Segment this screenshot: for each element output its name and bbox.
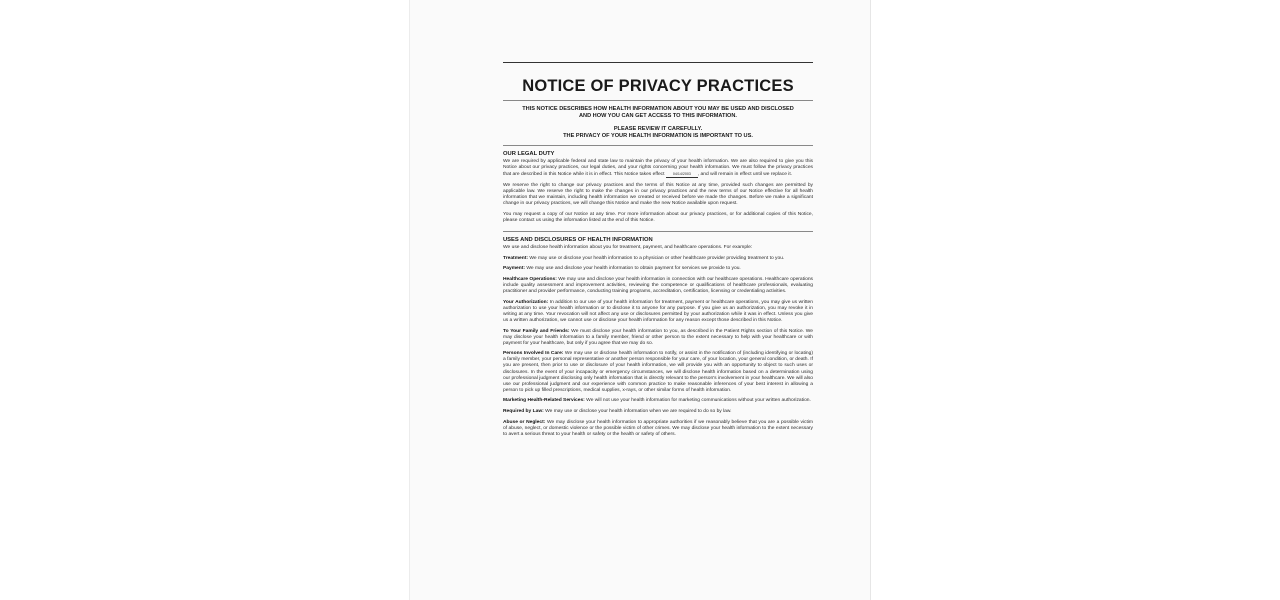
item-text: We may use or disclose health information to notify, or assist in the notification of (including identifying or locating) a family member, your personal representative or another person responsible for your care, of your location, your general condition, or death. If you are present, then prior to use or disclosure of your health information, we will provide you with an opportunity to object to such uses or disclosures. In the event of your incapacity or emergency circumstances, we will disclose health information based on a determination using our professional judgment disclosing only health information that is directly relevant to the person's involvement in your healthcare. We will also use our professional judgment and our experience with common practice to make reasonable inferences of your best interest in allowing a person to pick up filled prescriptions, medical supplies, x-rays, or other similar forms of health information. — [503, 351, 813, 393]
item-text: We will not use your health information for marketing communications without your written authorization. — [584, 398, 811, 404]
uses-item-marketing — [503, 398, 813, 404]
section-rule-1 — [503, 145, 813, 146]
legal-duty-paragraph-2: We reserve the right to change our privacy practices and the terms of this Notice at any time, provided such changes are permitted by applicable law. We reserve the right to make the changes in our privacy practices and the new terms of our Notice effective for all health information that we maintain, including health information we created or received before we made the changes. Before we make a significant change in our privacy practices, we will change this Notice and make the new Notice available upon request. — [503, 182, 813, 206]
item-text: We may use or disclose your health information to a physician or other healthcare provider providing treatment to you. — [528, 255, 785, 261]
notice-content — [503, 62, 813, 442]
item-text: We may use and disclose your health information to obtain payment for services we provide to you. — [525, 266, 741, 272]
legal-duty-paragraph-3: You may request a copy of our Notice at any time. For more information about our privacy practices, or for additional copies of this Notice, please contact us using the information listed at the end of this Notice. — [503, 211, 813, 223]
legal-duty-heading: OUR LEGAL DUTY — [503, 151, 555, 157]
legal-duty-p1-end: , and will remain in effect until we replace it. — [697, 172, 793, 178]
item-label: Required by Law: — [503, 408, 544, 414]
legal-duty-paragraph-1 — [503, 159, 813, 178]
notice-subtitle-1: THIS NOTICE DESCRIBES HOW HEALTH INFORMATION ABOUT YOU MAY BE USED AND DISCLOSED AND HOW YOU CAN GET ACCESS TO THIS INFORMATION. — [522, 106, 794, 119]
item-label: Persons Involved In Care: — [503, 351, 564, 357]
item-text: We may use or disclose your health information when we are required to do so by law. — [543, 408, 732, 414]
uses-item-your-authorization — [503, 300, 813, 324]
notice-title: NOTICE OF PRIVACY PRACTICES — [522, 77, 794, 95]
item-label: Healthcare Operations: — [503, 277, 557, 283]
uses-item-abuse-neglect — [503, 420, 813, 438]
uses-heading: USES AND DISCLOSURES OF HEALTH INFORMATION — [503, 237, 653, 244]
notice-subtitle-2b: THE PRIVACY OF YOUR HEALTH INFORMATION IS IMPORTANT TO US. — [563, 133, 753, 139]
item-label: To Your Family and Friends: — [503, 328, 570, 334]
top-rule — [503, 62, 813, 63]
item-label: Your Authorization: — [503, 299, 549, 305]
item-label: Abuse or Neglect: — [503, 419, 546, 425]
item-text: We may use and disclose your health information in connection with our healthcare operations. Healthcare operations include quality assessment and improvement activities, reviewing the competence or qualifications of healthcare professionals, evaluating practitioner and provider performance, conducting training programs, accreditation, certification, licensing or credentialing activities. — [503, 277, 813, 295]
item-label: Marketing Health-Related Services: — [503, 398, 585, 404]
item-text: In addition to our use of your health information for treatment, payment or healthcare operations, you may give us written authorization to use your health information or to disclose it to anyone for any purpose. If you give us an authorization, you may revoke it in writing at any time. Your revocation will not affect any use or disclosures permitted by your authorization while it was in effect. Unless you give us a written authorization, we cannot use or disclose your health information for any reason except those described in this Notice. — [503, 299, 813, 323]
uses-intro: We use and disclose health information about you for treatment, payment, and healthcare operations. For example: — [503, 245, 753, 251]
uses-item-treatment — [503, 256, 813, 262]
section-rule-2 — [503, 231, 813, 232]
document-page — [409, 0, 871, 600]
legal-duty-p1-text: We are required by applicable federal and state law to maintain the privacy of your health information. We are also required to give you this Notice about our privacy practices, our legal duties, and your rights concerning your health information. We must follow the privacy practices that are described in this Notice while it is in effect. This Notice takes effect — [503, 159, 813, 178]
uses-item-family-friends — [503, 329, 813, 347]
item-text: We may disclose your health information to appropriate authorities if we reasonably believe that you are a possible victim of abuse, neglect, or domestic violence or the possible victim of other crimes. We may disclose your health information to the extent necessary to avert a serious threat to your health or safety or the health or safety of others. — [503, 419, 814, 437]
uses-item-persons-involved — [503, 351, 813, 393]
item-label: Payment: — [503, 266, 526, 272]
uses-item-payment — [503, 266, 813, 272]
notice-subtitle-2a: PLEASE REVIEW IT CAREFULLY. — [613, 126, 703, 132]
uses-item-required-by-law — [503, 409, 813, 415]
uses-item-healthcare-operations — [503, 277, 813, 295]
item-label: Treatment: — [503, 255, 529, 261]
item-text: We must disclose your health information to you, as described in the Patient Rights section of this Notice. We may disclose your health information to a family member, friend or other person to the extent necessary to help with your healthcare or with payment for your healthcare, but only if you agree that we may do so. — [503, 328, 813, 346]
effective-date-field: 04/14/2003 — [666, 171, 698, 178]
